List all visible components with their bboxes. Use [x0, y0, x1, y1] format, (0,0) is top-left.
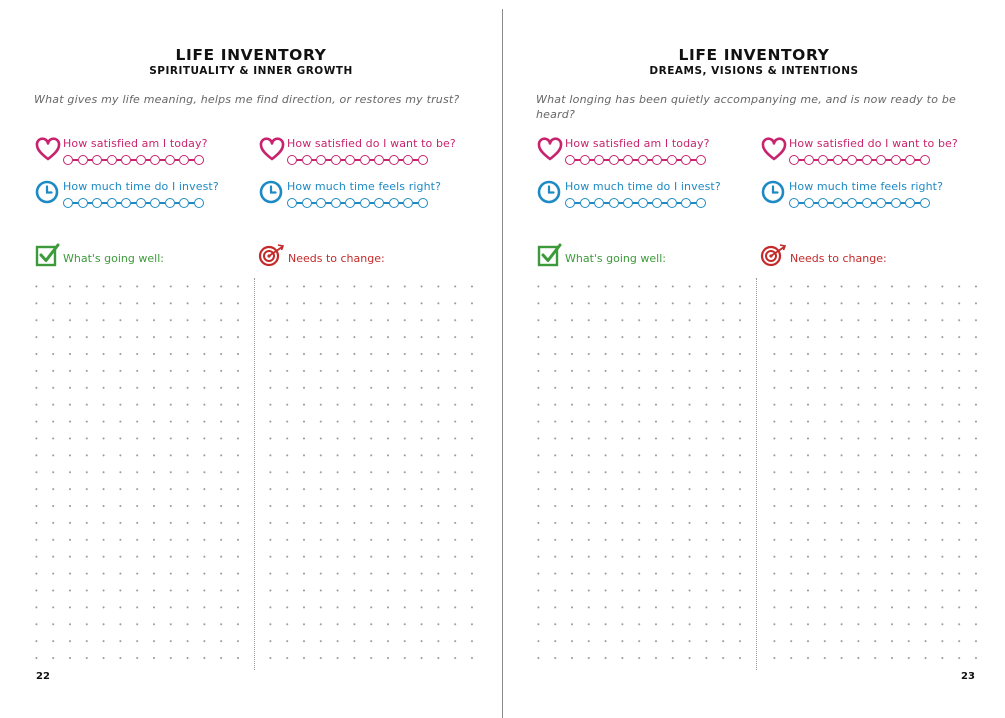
scale-link — [131, 159, 136, 160]
question-label: How satisfied do I want to be? — [287, 137, 456, 150]
scale-point-3[interactable] — [818, 155, 828, 165]
scale-point-4[interactable] — [107, 155, 117, 165]
scale-point-8[interactable] — [891, 155, 901, 165]
scale-point-4[interactable] — [107, 198, 117, 208]
question-label: How satisfied am I today? — [565, 137, 710, 150]
scale-link — [160, 202, 165, 203]
scale-point-6[interactable] — [862, 198, 872, 208]
question-label: How much time do I invest? — [63, 180, 219, 193]
clock-icon — [259, 180, 285, 206]
scale-point-9[interactable] — [403, 198, 413, 208]
clock-icon — [35, 180, 61, 206]
scale-point-8[interactable] — [389, 198, 399, 208]
scale-link — [575, 159, 580, 160]
scale-point-4[interactable] — [331, 155, 341, 165]
scale-link — [355, 202, 360, 203]
scale-point-6[interactable] — [360, 155, 370, 165]
scale-point-6[interactable] — [638, 155, 648, 165]
page-subtitle: SPIRITUALITY & INNER GROWTH — [149, 65, 353, 77]
scale-link — [297, 159, 302, 160]
target-arrow-icon — [258, 242, 284, 268]
scale-point-9[interactable] — [905, 198, 915, 208]
going-well-label: What's going well: — [565, 252, 666, 265]
left-page — [0, 0, 502, 718]
scale-point-10[interactable] — [920, 155, 930, 165]
needs-change-writing-area[interactable] — [262, 278, 482, 668]
scale-link — [691, 202, 696, 203]
scale-point-2[interactable] — [580, 155, 590, 165]
scale-point-2[interactable] — [78, 198, 88, 208]
clock-icon — [761, 180, 787, 206]
scale-point-7[interactable] — [374, 198, 384, 208]
scale-link — [73, 159, 78, 160]
rating-scale[interactable] — [789, 155, 930, 165]
scale-point-8[interactable] — [389, 155, 399, 165]
scale-point-7[interactable] — [374, 155, 384, 165]
scale-point-3[interactable] — [818, 198, 828, 208]
scale-point-2[interactable] — [804, 198, 814, 208]
scale-point-1[interactable] — [287, 198, 297, 208]
needs-change-writing-area[interactable] — [766, 278, 986, 668]
checkbox-check-icon — [35, 242, 61, 268]
scale-point-3[interactable] — [92, 198, 102, 208]
scale-point-1[interactable] — [565, 155, 575, 165]
scale-point-5[interactable] — [847, 155, 857, 165]
scale-link — [857, 159, 862, 160]
scale-point-5[interactable] — [121, 155, 131, 165]
scale-link — [326, 159, 331, 160]
scale-point-5[interactable] — [623, 155, 633, 165]
heart-icon — [35, 137, 61, 163]
page-number: 23 — [961, 671, 975, 682]
scale-point-7[interactable] — [652, 155, 662, 165]
scale-point-9[interactable] — [179, 198, 189, 208]
rating-scale[interactable] — [63, 155, 204, 165]
scale-link — [633, 202, 638, 203]
scale-point-8[interactable] — [667, 198, 677, 208]
checkbox-check-icon — [537, 242, 563, 268]
page-subtitle: DREAMS, VISIONS & INTENTIONS — [649, 65, 859, 77]
heart-icon — [259, 137, 285, 163]
scale-point-8[interactable] — [891, 198, 901, 208]
question-label: How satisfied am I today? — [63, 137, 208, 150]
scale-link — [604, 159, 609, 160]
question-label: How satisfied do I want to be? — [789, 137, 958, 150]
scale-point-10[interactable] — [418, 155, 428, 165]
rating-scale[interactable] — [565, 155, 706, 165]
scale-link — [662, 202, 667, 203]
scale-link — [413, 202, 418, 203]
rating-scale[interactable] — [565, 198, 706, 208]
needs-change-label: Needs to change: — [790, 252, 887, 265]
scale-point-9[interactable] — [403, 155, 413, 165]
going-well-writing-area[interactable] — [530, 278, 750, 668]
scale-point-6[interactable] — [862, 155, 872, 165]
scale-link — [297, 202, 302, 203]
scale-link — [102, 202, 107, 203]
scale-link — [189, 159, 194, 160]
scale-point-2[interactable] — [804, 155, 814, 165]
scale-point-4[interactable] — [833, 155, 843, 165]
scale-link — [355, 159, 360, 160]
scale-link — [326, 202, 331, 203]
needs-change-label: Needs to change: — [288, 252, 385, 265]
scale-link — [384, 159, 389, 160]
scale-link — [886, 159, 891, 160]
target-arrow-icon — [760, 242, 786, 268]
scale-link — [384, 202, 389, 203]
scale-link — [131, 202, 136, 203]
scale-link — [915, 202, 920, 203]
scale-point-7[interactable] — [150, 155, 160, 165]
scale-point-3[interactable] — [316, 155, 326, 165]
rating-scale[interactable] — [287, 198, 428, 208]
going-well-writing-area[interactable] — [28, 278, 248, 668]
scale-point-10[interactable] — [194, 198, 204, 208]
scale-point-4[interactable] — [609, 155, 619, 165]
scale-point-4[interactable] — [833, 198, 843, 208]
page-number: 22 — [36, 671, 50, 682]
scale-link — [799, 202, 804, 203]
scale-point-9[interactable] — [179, 155, 189, 165]
scale-link — [189, 202, 194, 203]
heart-icon — [761, 137, 787, 163]
question-label: How much time feels right? — [287, 180, 442, 193]
right-page — [503, 0, 1005, 718]
scale-link — [886, 202, 891, 203]
clock-icon — [537, 180, 563, 206]
scale-point-5[interactable] — [121, 198, 131, 208]
scale-point-2[interactable] — [302, 155, 312, 165]
scale-point-5[interactable] — [345, 198, 355, 208]
page-title: LIFE INVENTORY — [678, 46, 830, 64]
scale-link — [857, 202, 862, 203]
scale-link — [604, 202, 609, 203]
scale-point-6[interactable] — [136, 155, 146, 165]
scale-point-1[interactable] — [287, 155, 297, 165]
scale-point-4[interactable] — [609, 198, 619, 208]
scale-link — [73, 202, 78, 203]
reflection-prompt: What longing has been quietly accompanying me, and is now ready to be heard? — [536, 93, 956, 121]
rating-scale[interactable] — [287, 155, 428, 165]
scale-point-3[interactable] — [92, 155, 102, 165]
scale-link — [633, 159, 638, 160]
scale-point-7[interactable] — [652, 198, 662, 208]
scale-point-7[interactable] — [876, 198, 886, 208]
scale-point-2[interactable] — [302, 198, 312, 208]
scale-link — [662, 159, 667, 160]
column-divider — [254, 278, 255, 670]
scale-link — [413, 159, 418, 160]
scale-point-4[interactable] — [331, 198, 341, 208]
scale-point-9[interactable] — [905, 155, 915, 165]
scale-point-3[interactable] — [594, 198, 604, 208]
scale-point-10[interactable] — [194, 155, 204, 165]
page-title: LIFE INVENTORY — [175, 46, 327, 64]
scale-link — [102, 159, 107, 160]
scale-point-3[interactable] — [594, 155, 604, 165]
rating-scale[interactable] — [63, 198, 204, 208]
scale-point-8[interactable] — [165, 155, 175, 165]
scale-point-5[interactable] — [847, 198, 857, 208]
scale-point-2[interactable] — [580, 198, 590, 208]
scale-point-8[interactable] — [165, 198, 175, 208]
rating-scale[interactable] — [789, 198, 930, 208]
scale-point-7[interactable] — [150, 198, 160, 208]
scale-point-1[interactable] — [789, 155, 799, 165]
column-divider — [756, 278, 757, 670]
scale-link — [160, 159, 165, 160]
scale-point-1[interactable] — [789, 198, 799, 208]
scale-link — [828, 159, 833, 160]
scale-point-8[interactable] — [667, 155, 677, 165]
scale-point-7[interactable] — [876, 155, 886, 165]
going-well-label: What's going well: — [63, 252, 164, 265]
scale-point-10[interactable] — [696, 155, 706, 165]
scale-point-9[interactable] — [681, 198, 691, 208]
scale-point-2[interactable] — [78, 155, 88, 165]
heart-icon — [537, 137, 563, 163]
scale-point-1[interactable] — [63, 198, 73, 208]
scale-point-5[interactable] — [345, 155, 355, 165]
scale-link — [575, 202, 580, 203]
scale-point-3[interactable] — [316, 198, 326, 208]
scale-point-10[interactable] — [696, 198, 706, 208]
scale-link — [828, 202, 833, 203]
scale-point-5[interactable] — [623, 198, 633, 208]
scale-point-10[interactable] — [418, 198, 428, 208]
reflection-prompt: What gives my life meaning, helps me find direction, or restores my trust? — [34, 93, 460, 106]
question-label: How much time do I invest? — [565, 180, 721, 193]
scale-point-1[interactable] — [63, 155, 73, 165]
scale-point-1[interactable] — [565, 198, 575, 208]
scale-link — [915, 159, 920, 160]
scale-point-6[interactable] — [136, 198, 146, 208]
scale-point-9[interactable] — [681, 155, 691, 165]
scale-link — [691, 159, 696, 160]
scale-point-10[interactable] — [920, 198, 930, 208]
scale-point-6[interactable] — [360, 198, 370, 208]
question-label: How much time feels right? — [789, 180, 944, 193]
scale-point-6[interactable] — [638, 198, 648, 208]
scale-link — [799, 159, 804, 160]
